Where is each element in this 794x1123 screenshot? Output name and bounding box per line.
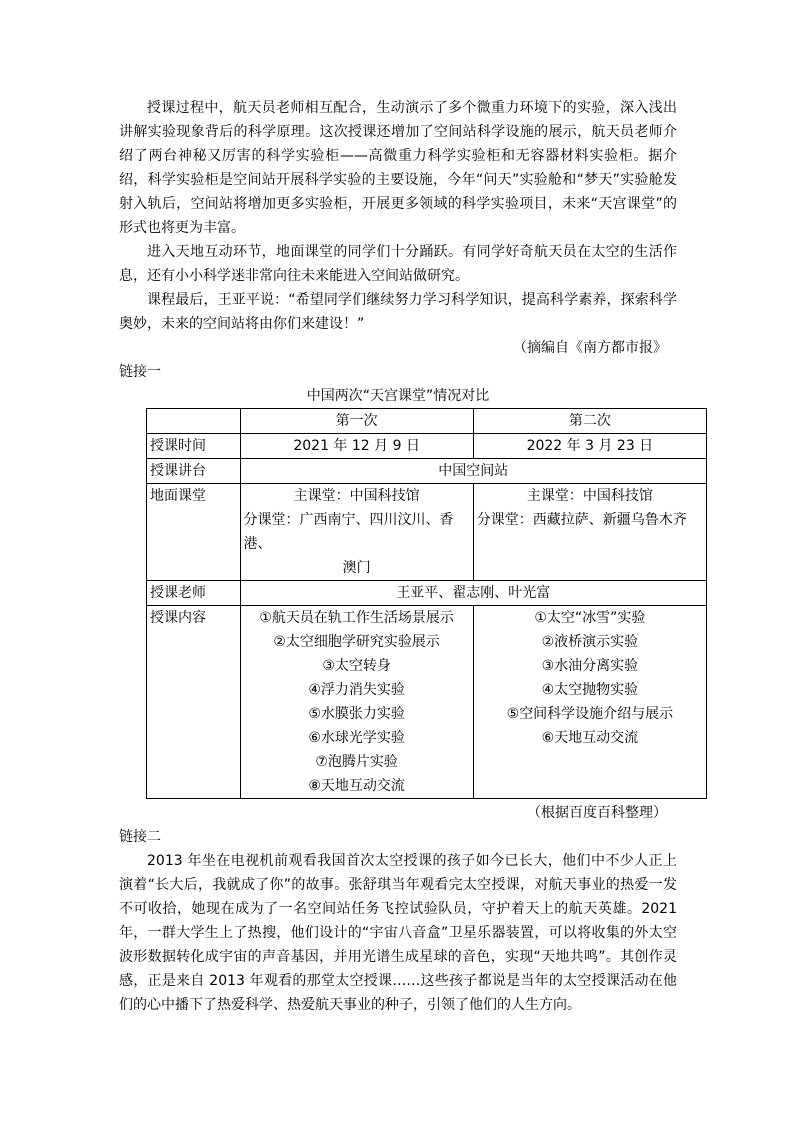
content-first-item: ①航天员在轨工作生活场景展示 <box>259 610 454 626</box>
content-first-item: ②太空细胞学研究实验展示 <box>273 634 440 650</box>
ground-second-main: 主课堂：中国科技馆 <box>526 488 653 504</box>
link1-label: 链接一 <box>119 364 161 380</box>
header-second: 第二次 <box>473 409 706 434</box>
table-row-teachers <box>147 581 707 606</box>
table-row-content <box>147 606 707 799</box>
table-header-row <box>147 409 707 434</box>
article-source: （摘编自《南方都市报》 <box>513 340 667 356</box>
ground-second-sub: 分课堂：西藏拉萨、新疆乌鲁木齐 <box>476 512 687 528</box>
table-caption: 中国两次“天宫课堂”情况对比 <box>306 388 490 404</box>
platform-value: 中国空间站 <box>240 459 706 484</box>
article-paragraph-1: 授课过程中，航天员老师相互配合，生动演示了多个微重力环境下的实验，深入浅出讲解实验现象背后的科学原理。这次授课还增加了空间站科学设施的展示，航天员老师介绍了两台神秘又厉害的科学实验柜——高微重力科学实验柜和无容器材料实验柜。据介绍，科学实验柜是空间站开展科学实验的主要设施，今年“问天”实验舱和“梦天”实验舱发射入轨后，空间站将增加更多实验柜，开展更多领域的科学实验项目，未来“天宫课堂”的形式也将更为丰富。 <box>119 100 677 236</box>
row-label-platform: 授课讲台 <box>147 459 241 484</box>
content-second-item: ⑥天地互动交流 <box>541 730 639 746</box>
table-row-ground <box>147 484 707 581</box>
ground-first-sub-tail: 澳门 <box>342 560 371 576</box>
row-label-content: 授课内容 <box>147 606 241 799</box>
row-label-ground: 地面课堂 <box>147 484 241 581</box>
content-second-item: ③水油分离实验 <box>541 658 639 674</box>
ground-second <box>473 484 706 581</box>
content-second-item: ②液桥演示实验 <box>541 634 639 650</box>
content-second <box>473 606 706 799</box>
content-second-item: ①太空“冰雪”实验 <box>534 610 646 626</box>
article-paragraph-3: 课程最后，王亚平说：“希望同学们继续努力学习科学知识，提高科学素养，探索科学奥妙，未来的空间站将由你们来建设！” <box>119 292 677 332</box>
content-first-item: ⑤水膜张力实验 <box>308 706 405 722</box>
content-first-item: ③太空转身 <box>322 658 391 674</box>
comparison-table <box>146 408 707 799</box>
teachers-value: 王亚平、翟志刚、叶光富 <box>240 581 706 606</box>
content-first-item: ⑦泡腾片实验 <box>315 754 398 770</box>
article-paragraph-2: 进入天地互动环节，地面课堂的同学们十分踊跃。有同学好奇航天员在太空的生活作息，还有小小科学迷非常向往未来能进入空间站做研究。 <box>119 244 677 284</box>
table-source: （根据百度百科整理） <box>527 805 667 821</box>
table-row-time <box>147 434 707 459</box>
link2-label: 链接二 <box>119 829 161 845</box>
header-first: 第一次 <box>240 409 473 434</box>
ground-first-main: 主课堂：中国科技馆 <box>293 488 420 504</box>
row-label-teachers: 授课老师 <box>147 581 241 606</box>
time-first: 2021 年 12 月 9 日 <box>240 434 473 459</box>
content-first-item: ⑧天地互动交流 <box>308 778 405 794</box>
row-label-time: 授课时间 <box>147 434 241 459</box>
content-second-item: ⑤空间科学设施介绍与展示 <box>506 706 674 722</box>
table-row-platform <box>147 459 707 484</box>
content-first <box>240 606 473 799</box>
document-page <box>119 96 687 1017</box>
table-corner-cell <box>147 409 241 434</box>
content-second-item: ④太空抛物实验 <box>541 682 639 698</box>
ground-first-sub: 分课堂：广西南宁、四川汶川、香港、 <box>243 512 454 552</box>
content-first-item: ④浮力消失实验 <box>308 682 405 698</box>
ground-first <box>240 484 473 581</box>
content-first-item: ⑥水球光学实验 <box>308 730 405 746</box>
time-second: 2022 年 3 月 23 日 <box>473 434 706 459</box>
link2-paragraph: 2013 年坐在电视机前观看我国首次太空授课的孩子如今已长大，他们中不少人正上演着“长大后，我就成了你”的故事。张舒琪当年观看完太空授课，对航天事业的热爱一发不可收拾，她现在成为了一名空间站任务飞控试验队员，守护着天上的航天英雄。2021 年，一群大学生上了热搜，他们设计的“宇宙八音盒”卫星乐器装置，可以将收集的外太空波形数据转化成宇宙的声音基因，并用光谱生成星球的音色，实现“天地共鸣”。其创作灵感，正是来自 2013 年观看的那堂太空授课……这些孩子都说是当年的太空授课活动在他们的心中播下了热爱科学、热爱航天事业的种子，引领了他们的人生方向。 <box>119 853 677 1013</box>
